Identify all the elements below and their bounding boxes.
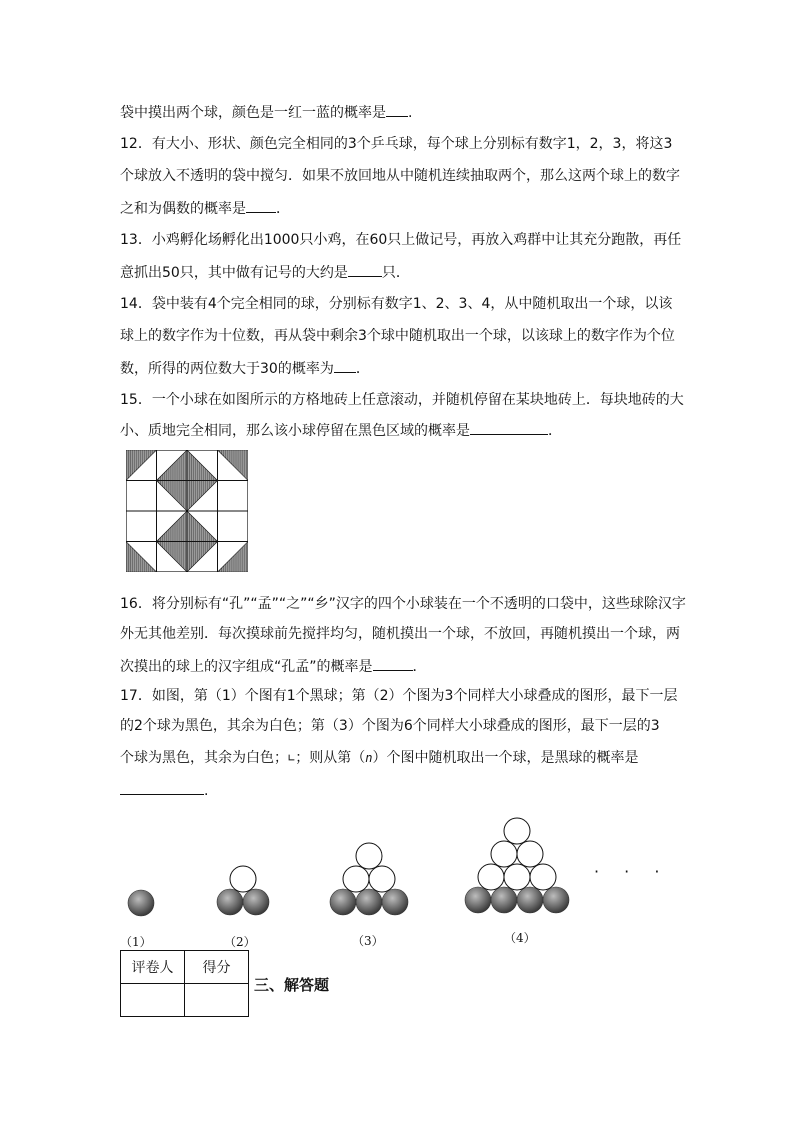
question-16-line3: 次摸出的球上的汉字组成“孔孟”的概率是 ． [120, 656, 427, 677]
question-17-line3: 个球为黑色，其余为白色；∟；则从第（n）个图中随机取出一个球，是黑球的概率是 [120, 750, 639, 766]
answer-blank [334, 358, 356, 373]
score-cell[interactable] [185, 984, 249, 1017]
question-16-line1: 16．将分别标有“孔”“孟”“之”“乡”汉字的四个小球装在一个不透明的口袋中，这些球除汉字 [120, 596, 686, 612]
score-header: 得分 [185, 951, 249, 984]
question-13-line1: 13．小鸡孵化场孵化出1000只小鸡，在60只上做记号，再放入鸡群中让其充分跑散，再任 [120, 232, 682, 248]
grader-cell[interactable] [121, 984, 185, 1017]
question-17-line2: 的2个球为黑色，其余为白色；第（3）个图为6个同样大小球叠成的图形，最下一层的3 [120, 718, 660, 734]
question-12-line3: 之和为偶数的概率是 ． [120, 198, 290, 219]
figure-4 [465, 818, 569, 913]
score-table [120, 950, 249, 1017]
question-14-line2: 球上的数字作为十位数，再从袋中剩余3个球中随机取出一个球，以该球上的数字作为个位 [120, 328, 675, 344]
figure-label-2: （2） [224, 935, 256, 949]
section-title: 三、解答题 [254, 976, 330, 994]
ball-stack-figures [110, 810, 590, 920]
figure-1 [128, 890, 154, 916]
tile-floor-figure [126, 450, 248, 572]
question-14-line3: 数，所得的两位数大于30的概率为 ． [120, 358, 370, 379]
figure-label-4: （4） [504, 931, 536, 945]
figure-label-3: （3） [352, 934, 384, 948]
continuation-dots: · · · [594, 862, 670, 881]
question-12-line1: 12．有大小、形状、颜色完全相同的3个乒乓球，每个球上分别标有数字1，2，3，将这3 [120, 136, 673, 152]
answer-blank [120, 780, 204, 795]
question-15-line2: 小、质地完全相同，那么该小球停留在黑色区域的概率是 ． [120, 420, 562, 441]
answer-blank [348, 262, 382, 277]
figure-3 [330, 843, 408, 915]
ellipsis-symbol: ∟ [288, 751, 296, 765]
question-14-line1: 14．袋中装有4个完全相同的球，分别标有数字1、2、3、4，从中随机取出一个球，以该 [120, 296, 673, 312]
question-13-line2: 意抓出50只，其中做有记号的大约是 只． [120, 262, 410, 283]
grader-header: 评卷人 [121, 951, 185, 984]
q11-text: 袋中摸出两个球，颜色是一红一蓝的概率是 [120, 105, 386, 121]
n-symbol: n [365, 751, 373, 765]
question-11-tail: 袋中摸出两个球，颜色是一红一蓝的概率是 . [120, 102, 412, 123]
answer-blank [373, 656, 413, 671]
answer-blank [246, 198, 276, 213]
question-16-line2: 外无其他差别．每次摸球前先搅拌均匀，随机摸出一个球，不放回，再随机摸出一个球，两 [120, 626, 680, 642]
answer-blank [470, 420, 548, 435]
question-12-line2: 个球放入不透明的袋中搅匀．如果不放回地从中随机连续抽取两个，那么这两个球上的数字 [120, 168, 680, 184]
question-17-line1: 17．如图，第（1）个图有1个黑球；第（2）个图为3个同样大小球叠成的图形，最下一层 [120, 688, 678, 704]
answer-blank [386, 102, 408, 117]
figure-2 [217, 866, 269, 915]
figure-label-1: （1） [120, 935, 152, 949]
question-17-line4: . [120, 780, 208, 801]
question-15-line1: 15．一个小球在如图所示的方格地砖上任意滚动，并随机停留在某块地砖上．每块地砖的大 [120, 392, 684, 408]
